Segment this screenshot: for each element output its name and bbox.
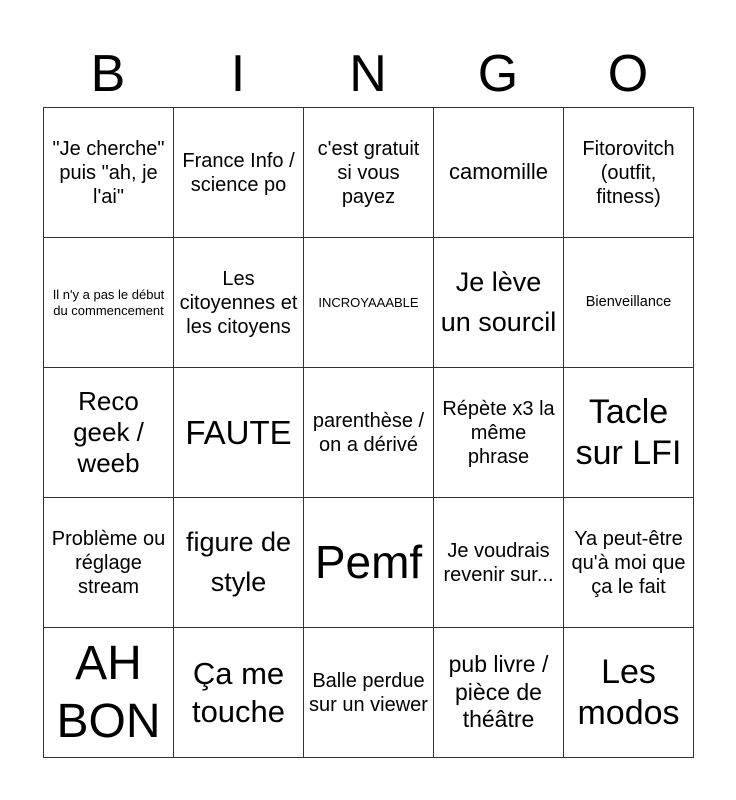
bingo-cell[interactable]: Balle perdue sur un viewer [304,628,434,758]
bingo-cell[interactable]: Problème ou réglage stream [44,498,174,628]
board-row [44,108,694,238]
bingo-cell[interactable]: Ça me touche [174,628,304,758]
bingo-cell[interactable]: France Info / science po [174,108,304,238]
header-letter-n: N [349,45,387,103]
bingo-cell[interactable]: camomille [434,108,564,238]
bingo-cell[interactable]: Bienveillance [564,238,694,368]
bingo-cell[interactable]: Tacle sur LFI [564,368,694,498]
bingo-cell[interactable]: parenthèse / on a dérivé [304,368,434,498]
bingo-cell[interactable]: Répète x3 la même phrase [434,368,564,498]
bingo-cell[interactable]: Pemf [304,498,434,628]
bingo-cell[interactable]: Je lève un sourcil [434,238,564,368]
bingo-cell[interactable]: INCROYAAABLE [304,238,434,368]
bingo-cell[interactable]: Reco geek / weeb [44,368,174,498]
bingo-cell[interactable]: pub livre / pièce de théâtre [434,628,564,758]
bingo-cell[interactable]: Je voudrais revenir sur... [434,498,564,628]
bingo-cell[interactable]: FAUTE [174,368,304,498]
header-letter-b: B [90,45,126,103]
header-letter-g: G [477,45,519,103]
bingo-header [43,40,693,108]
bingo-cell[interactable]: Ya peut-être qu'à moi que ça le fait [564,498,694,628]
bingo-cell[interactable]: Les modos [564,628,694,758]
board-row [44,498,694,628]
bingo-cell[interactable]: AH BON [44,628,174,758]
header-letter-o: O [607,45,649,103]
board-row [44,238,694,368]
bingo-board [43,107,694,758]
board-row [44,368,694,498]
bingo-cell[interactable]: Les citoyennes et les citoyens [174,238,304,368]
bingo-cell[interactable]: "Je cherche" puis "ah, je l'ai" [44,108,174,238]
bingo-cell[interactable]: c'est gratuit si vous payez [304,108,434,238]
bingo-cell[interactable]: figure de style [174,498,304,628]
board-row [44,628,694,758]
header-letter-i: I [230,45,246,103]
bingo-cell[interactable]: Fitorovitch (outfit, fitness) [564,108,694,238]
bingo-cell[interactable]: Il n'y a pas le début du commencement [44,238,174,368]
